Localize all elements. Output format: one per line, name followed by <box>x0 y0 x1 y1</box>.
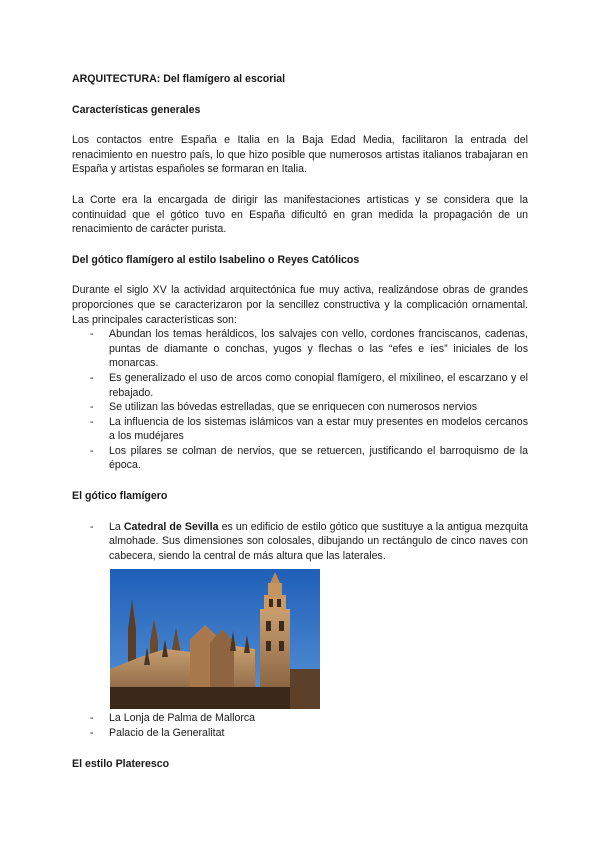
list-item: - Se utilizan las bóvedas estrelladas, que se enriquecen con numerosos nervios <box>72 400 528 415</box>
list-item: - La influencia de los sistemas islámicos van a estar muy presentes en modelos cercanos a los mudéjares <box>72 415 528 444</box>
section-heading-flamigero: El gótico flamígero <box>72 490 168 503</box>
section-heading-plateresco: El estilo Plateresco <box>72 757 170 770</box>
list-item: - Abundan los temas heráldicos, los salvajes con vello, cordones franciscanos, cadenas, puntas de diamante o conchas, yugos y flechas o las “efes e íes” iniciales de los monarcas. <box>72 327 528 371</box>
list-item-catedral <box>72 520 528 564</box>
list-item: - Es generalizado el uso de arcos como conopial flamígero, el mixilineo, el escarzano y el rebajado. <box>72 371 528 400</box>
section-heading-general: Características generales <box>72 103 201 116</box>
list-item: - Palacio de la Generalitat <box>72 726 528 741</box>
catedral-prefix: La <box>109 520 124 533</box>
cathedral-photo <box>110 569 320 709</box>
other-buildings-list <box>72 711 528 740</box>
flamigero-list <box>72 520 528 564</box>
characteristics-list <box>72 327 528 473</box>
paragraph-isabelino-intro: Durante el siglo XV la actividad arquitectónica fue muy activa, realizándose obras de grandes proporciones que se caracterizaron por la sencillez constructiva y la complicación ornamental. Las principales características son: <box>72 284 528 326</box>
list-item: - Los pilares se colman de nervios, que se retuercen, justificando el barroquismo de la época. <box>72 444 528 473</box>
document-content <box>72 72 528 771</box>
catedral-description: es un edificio de estilo gótico que sustituye a la antigua mezquita almohade. Sus dimensiones son colosales, dibujando un rectángulo de cinco naves con cabecera, siendo la central de más altura que las laterales. <box>109 520 528 562</box>
document-title: ARQUITECTURA: Del flamígero al escorial <box>72 73 286 85</box>
paragraph-general-2: La Corte era la encargada de dirigir las manifestaciones artísticas y se considera que la continuidad que el gótico tuvo en España dificultó en gran medida la propagación de un renacimiento de carácter purista. <box>72 193 528 236</box>
section-heading-isabelino: Del gótico flamígero al estilo Isabelino o Reyes Católicos <box>72 253 360 266</box>
catedral-name: Catedral de Sevilla <box>123 520 219 533</box>
list-item: - La Lonja de Palma de Mallorca <box>72 711 528 726</box>
paragraph-general-1: Los contactos entre España e Italia en la Baja Edad Media, facilitaron la entrada del renacimiento en nuestro país, lo que hizo posible que numerosos artistas italianos trabajaran en España y artistas españoles se formaran en Italia. <box>72 134 528 176</box>
